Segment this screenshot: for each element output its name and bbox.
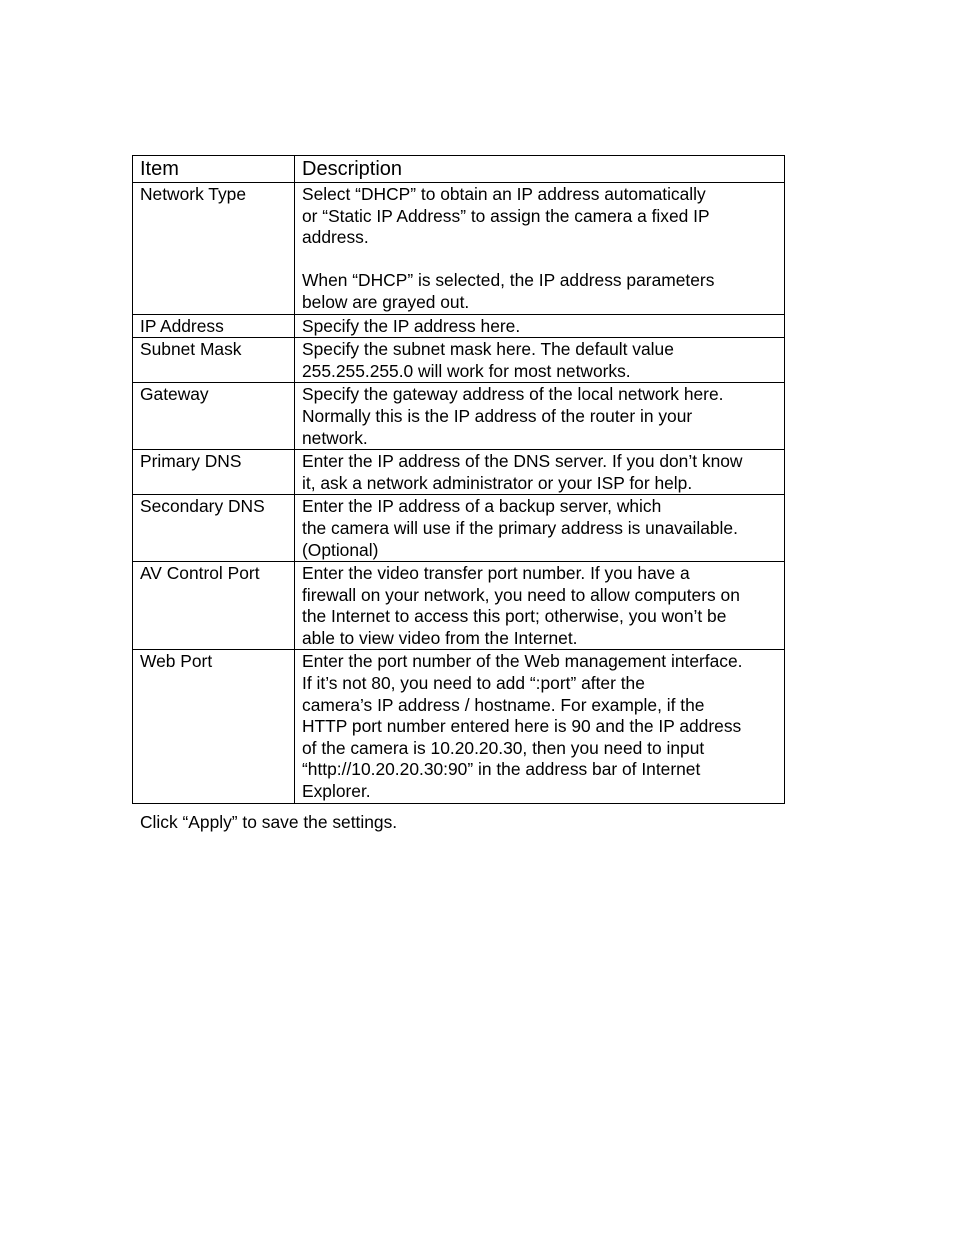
table-row (133, 183, 785, 315)
table-row (133, 562, 785, 650)
row-description-web-port (295, 650, 785, 803)
description-paragraph: Enter the IP address of the DNS server. If you don’t know it, ask a network administrator or your ISP for help. (302, 451, 743, 493)
row-item-av-control-port: AV Control Port (133, 562, 295, 650)
row-item-ip-address: IP Address (133, 314, 295, 338)
header-description: Description (295, 156, 785, 183)
row-item-primary-dns: Primary DNS (133, 450, 295, 495)
row-description-av-control-port (295, 562, 785, 650)
description-paragraph: When “DHCP” is selected, the IP address parameters below are grayed out. (302, 270, 715, 312)
row-item-network-type: Network Type (133, 183, 295, 315)
description-paragraph: Specify the subnet mask here. The default value 255.255.255.0 will work for most networks. (302, 339, 674, 381)
header-item: Item (133, 156, 295, 183)
table-row (133, 495, 785, 562)
table-row (133, 314, 785, 338)
table-row (133, 650, 785, 803)
row-description-gateway (295, 383, 785, 450)
row-item-secondary-dns: Secondary DNS (133, 495, 295, 562)
description-paragraph: Specify the gateway address of the local network here. Normally this is the IP address of the router in your network. (302, 384, 724, 448)
row-item-subnet-mask: Subnet Mask (133, 338, 295, 383)
description-paragraph: Select “DHCP” to obtain an IP address automatically or “Static IP Address” to assign the camera a fixed IP address. (302, 184, 710, 248)
row-description-ip-address (295, 314, 785, 338)
description-paragraph: Specify the IP address here. (302, 315, 521, 336)
description-paragraph: Enter the video transfer port number. If you have a firewall on your network, you need to allow computers on the Internet to access this port; otherwise, you won’t be able to view video from the Internet. (302, 563, 740, 648)
table-row (133, 450, 785, 495)
table-header-row (133, 156, 785, 183)
table-row (133, 338, 785, 383)
network-settings-table (132, 155, 785, 804)
footer-note: Click “Apply” to save the settings. (140, 812, 398, 832)
row-item-gateway: Gateway (133, 383, 295, 450)
table-row (133, 383, 785, 450)
description-paragraph: Enter the port number of the Web management interface. If it’s not 80, you need to add “:port” after the camera’s IP address / hostname. For example, if the HTTP port number entered here is 90 and the IP address of the camera is 10.20.20.30, then you need to input “http://10.20.20.30:90” in the address bar of Internet Explorer. (302, 651, 743, 802)
description-paragraph: Enter the IP address of a backup server, which the camera will use if the primary address is unavailable. (Optional) (302, 496, 738, 560)
row-description-network-type (295, 183, 785, 315)
row-item-web-port: Web Port (133, 650, 295, 803)
row-description-secondary-dns (295, 495, 785, 562)
row-description-primary-dns (295, 450, 785, 495)
row-description-subnet-mask (295, 338, 785, 383)
